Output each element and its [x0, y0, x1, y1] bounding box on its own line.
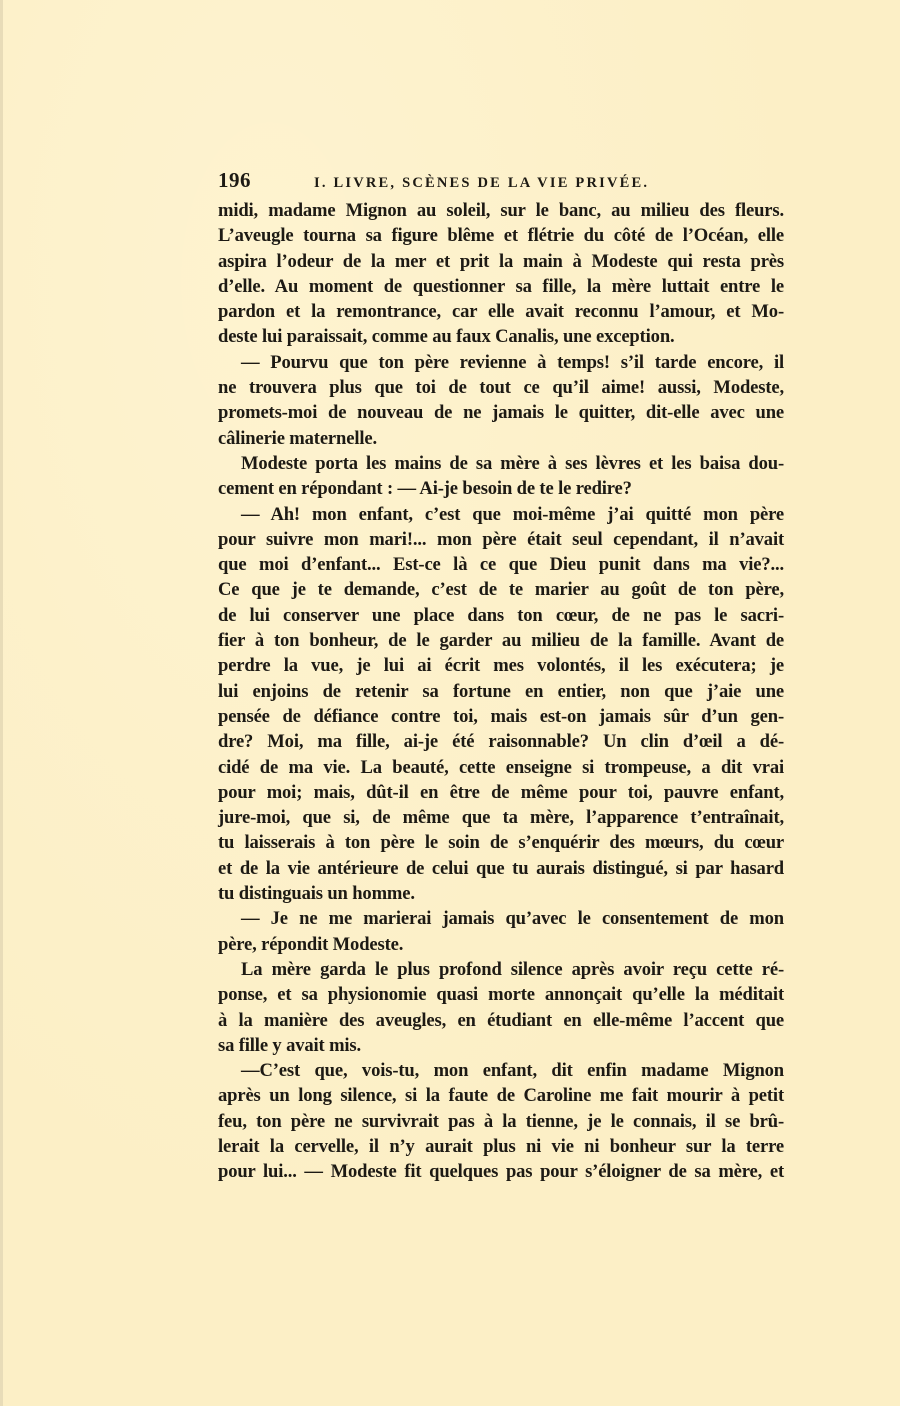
text-line: père, répondit Modeste. [218, 933, 404, 955]
text-line: cidé de ma vie. La beauté, cette enseigne si trompeuse, a dit vrai [218, 756, 784, 778]
text-line: tu laisserais à ton père le soin de s’enquérir des mœurs, du cœur [218, 832, 784, 854]
text-line: pour suivre mon mari!... mon père était seul cependant, il n’avait [218, 528, 784, 550]
text-line: sa fille y avait mis. [218, 1034, 362, 1056]
text-line: La mère garda le plus profond silence après avoir reçu cette ré- [241, 958, 784, 980]
body-text [218, 198, 784, 1185]
text-line: tu distinguais un homme. [218, 883, 415, 905]
text-line: après un long silence, si la faute de Caroline me fait mourir à petit [218, 1085, 784, 1107]
text-line: pensée de défiance contre toi, mais est-on jamais sûr d’un gen- [218, 705, 784, 727]
text-line: ponse, et sa physionomie quasi morte annonçait qu’elle la méditait [218, 984, 784, 1006]
text-line: fier à ton bonheur, de le garder au milieu de la famille. Avant de [218, 630, 784, 652]
page-edge [0, 0, 3, 1406]
running-head [218, 168, 784, 194]
text-line: pardon et la remontrance, car elle avait reconnu l’amour, et Mo- [218, 301, 784, 323]
text-line: — Pourvu que ton père revienne à temps! s’il tarde encore, il [241, 351, 784, 373]
text-line: — Je ne me marierai jamais qu’avec le consentement de mon [241, 908, 784, 930]
text-line: et de la vie antérieure de celui que tu aurais distingué, si par hasard [218, 857, 784, 879]
text-line: aspira l’odeur de la mer et prit la main à Modeste qui resta près [218, 250, 784, 272]
page-number: 196 [218, 168, 251, 192]
text-block [218, 168, 784, 1185]
text-line: pour lui... — Modeste fit quelques pas pour s’éloigner de sa mère, et [218, 1161, 784, 1183]
text-line: —C’est que, vois-tu, mon enfant, dit enfin madame Mignon [241, 1060, 784, 1082]
text-line: promets-moi de nouveau de ne jamais le quitter, dit-elle avec une [218, 402, 784, 424]
text-line: d’elle. Au moment de questionner sa fille, la mère luttait entre le [218, 275, 784, 297]
text-line: Modeste porta les mains de sa mère à ses lèvres et les baisa dou- [241, 452, 784, 474]
text-line: dre? Moi, ma fille, ai-je été raisonnable? Un clin d’œil a dé- [218, 731, 784, 753]
text-line: deste lui paraissait, comme au faux Canalis, une exception. [218, 326, 675, 348]
text-line: midi, madame Mignon au soleil, sur le banc, au milieu des fleurs. [218, 200, 784, 221]
text-line: que moi d’enfant... Est-ce là ce que Dieu punit dans ma vie?... [218, 554, 784, 576]
text-line: Ce que je te demande, c’est de te marier au goût de ton père, [218, 579, 784, 601]
running-head-title: I. LIVRE, SCÈNES DE LA VIE PRIVÉE. [314, 175, 650, 191]
text-line: ne trouvera plus que toi de tout ce qu’il aime! aussi, Modeste, [218, 377, 784, 399]
text-line: jure-moi, que si, de même que ta mère, l’apparence t’entraînait, [218, 807, 784, 829]
text-line: perdre la vue, je lui ai écrit mes volontés, il les exécutera; je [218, 655, 784, 677]
text-line: feu, ton père ne survivrait pas à la tienne, je le connais, il se brû- [218, 1110, 784, 1132]
text-line: pour moi; mais, dût-il en être de même pour toi, pauvre enfant, [218, 781, 784, 803]
text-line: lui enjoins de retenir sa fortune en entier, non que j’aie une [218, 680, 784, 702]
text-line: cement en répondant : — Ai-je besoin de te le redire? [218, 478, 632, 500]
text-line: à la manière des aveugles, en étudiant en elle-même l’accent que [218, 1009, 784, 1031]
text-line: de lui conserver une place dans ton cœur, de ne pas le sacri- [218, 604, 784, 626]
text-line: lerait la cervelle, il n’y aurait plus ni vie ni bonheur sur la terre [218, 1135, 784, 1157]
text-line: — Ah! mon enfant, c’est que moi-même j’ai quitté mon père [241, 503, 784, 525]
text-line: câlinerie maternelle. [218, 427, 377, 449]
text-line: L’aveugle tourna sa figure blême et flétrie du côté de l’Océan, elle [218, 225, 784, 247]
